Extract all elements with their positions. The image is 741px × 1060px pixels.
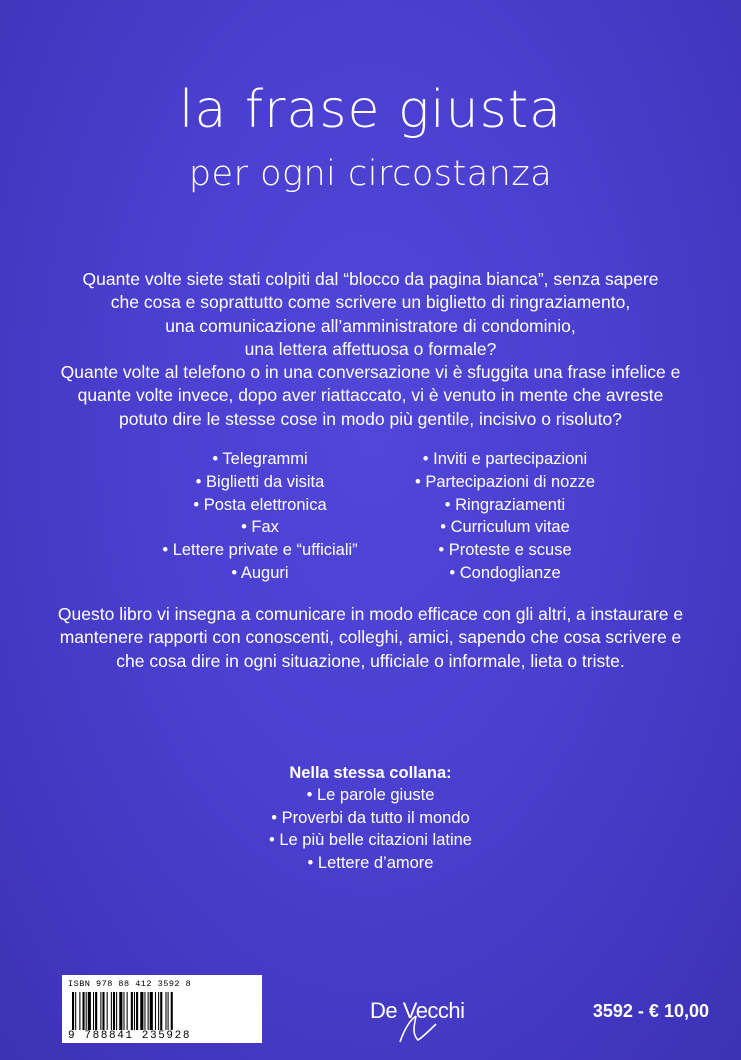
publisher-logo xyxy=(370,990,480,1050)
cover-subtitle: per ogni circostanza xyxy=(188,154,553,194)
topic-item: • Auguri xyxy=(231,563,289,582)
topic-item: • Inviti e partecipazioni xyxy=(422,450,588,468)
topic-item: • Proteste e scuse xyxy=(438,541,572,560)
topic-item: • Partecipazioni di nozze xyxy=(414,472,596,491)
series-list xyxy=(0,784,741,874)
intro-line: una comunicazione all’amministratore di condominio, xyxy=(165,315,576,336)
outro-line: che cosa dire in ogni situazione, ufficiale o informale, lieta o triste. xyxy=(116,650,625,671)
outro-line: Questo libro vi insegna a comunicare in modo efficace con gli altri, a instaurare e xyxy=(57,604,684,624)
series-item: • Lettere d’amore xyxy=(307,853,434,872)
topic-item: • Posta elettronica xyxy=(193,495,327,514)
topic-item: • Biglietti da visita xyxy=(195,472,325,491)
topics-right-column xyxy=(395,448,615,585)
series-heading: Nella stessa collana: xyxy=(289,764,452,782)
series-section xyxy=(0,762,741,874)
intro-line: che cosa e soprattutto come scrivere un biglietto di ringraziamento, xyxy=(110,292,631,313)
outro-text xyxy=(40,603,701,673)
topics-list xyxy=(0,448,741,588)
intro-line: quante volte invece, dopo aver riattaccato, vi è venuto in mente che avreste xyxy=(77,385,664,406)
barcode xyxy=(62,975,262,1043)
intro-line: Quante volte al telefono o in una conversazione vi è sfuggita una frase infelice e xyxy=(60,362,681,383)
ean-number: 9 788841 235928 xyxy=(68,1030,192,1042)
series-item: • Le più belle citazioni latine xyxy=(269,831,472,849)
intro-line: Quante volte siete stati colpiti dal “blocco da pagina bianca”, senza sapere xyxy=(82,269,659,289)
topic-item: • Fax xyxy=(241,518,279,537)
cover-title: la frase giusta xyxy=(179,80,562,140)
publisher-swash-icon xyxy=(370,990,480,1050)
intro-text xyxy=(40,268,701,431)
barcode-bars xyxy=(68,992,256,1030)
publisher-name: De Vecchi xyxy=(370,998,465,1023)
price-label: 3592 - € 10,00 xyxy=(592,1001,709,1021)
topics-left-column xyxy=(130,448,390,585)
outro-line: mantenere rapporti con conoscenti, colleghi, amici, sapendo che cosa scrivere e xyxy=(59,627,682,648)
topic-item: • Condoglianze xyxy=(449,563,561,582)
intro-line: potuto dire le stesse cose in modo più gentile, incisivo o risoluto? xyxy=(119,408,622,429)
intro-line: una lettera affettuosa o formale? xyxy=(244,338,497,359)
topic-item: • Lettere private e “ufficiali” xyxy=(162,541,358,560)
topic-item: • Telegrammi xyxy=(212,450,308,468)
series-item: • Proverbi da tutto il mondo xyxy=(271,808,470,827)
topic-item: • Ringraziamenti xyxy=(444,495,566,514)
series-item: • Le parole giuste xyxy=(306,786,435,804)
topic-item: • Curriculum vitae xyxy=(440,518,570,537)
isbn-number: ISBN 978 88 412 3592 8 xyxy=(68,979,192,989)
